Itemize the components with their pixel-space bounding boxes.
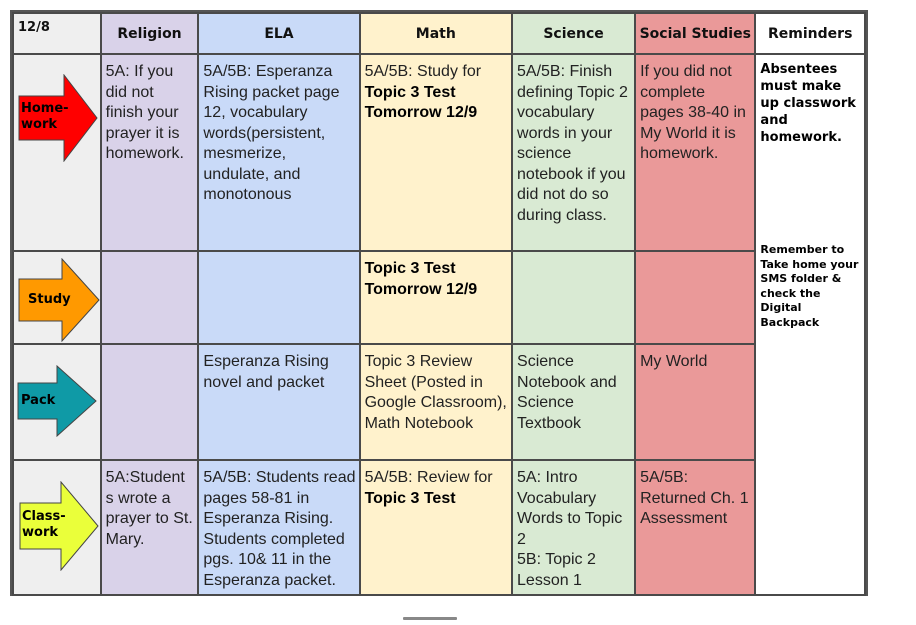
homework-math-pre: 5A/5B: Study for [364,63,486,80]
pack-science-cell [512,344,635,460]
classwork-label-cell [13,460,101,595]
study-religion-cell [101,251,199,344]
pack-math-text: Topic 3 Review Sheet (Posted in Google Classroom), Math Notebook [364,353,512,432]
classwork-science-cell [512,460,635,595]
study-math-text [361,252,511,300]
pack-social-cell [635,344,755,460]
homework-row [13,54,865,251]
homework-label-line1: Home- [21,101,69,116]
homework-ela-cell [198,54,359,251]
study-label: Study [28,292,71,307]
study-math-bold: Topic 3 Test Tomorrow 12/9 [364,260,478,298]
classwork-social-text: 5A/5B: Returned Ch. 1 Assessment [640,469,753,527]
pack-social-text: My World [640,353,708,370]
reminders-header: Reminders [755,13,865,54]
pack-label-cell [13,344,101,460]
reminders-content [756,55,864,330]
homework-label-line2: work [21,117,57,132]
classwork-label-line2: work [22,525,58,540]
homework-math-bold: Topic 3 Test Tomorrow 12/9 [364,83,478,121]
pack-row [13,344,865,460]
classwork-social-cell [635,460,755,595]
homework-social-text: If you did not complete pages 38-40 in My World it is homework. [640,63,751,162]
classwork-science-line1: 5A: Intro Vocabulary Words to Topic 2 [517,469,627,548]
religion-header: Religion [101,13,199,54]
classwork-religion-text: 5A:Student s wrote a prayer to St. Mary. [105,469,198,548]
study-label-cell [13,251,101,344]
classwork-label-line1: Class- [22,509,66,524]
schedule-sheet [10,10,868,596]
homework-math-text [361,55,511,124]
remember-note: Remember to Take home your SMS folder & check the Digital Backpack [760,243,859,329]
horizontal-scrollbar[interactable] [403,617,457,620]
homework-arrow-icon [18,74,98,162]
homework-religion-cell [101,54,199,251]
study-science-cell [512,251,635,344]
pack-religion-cell [101,344,199,460]
classwork-math-pre: 5A/5B: Review for [364,469,498,486]
classwork-math-bold: Topic 3 Test [364,489,456,507]
social-studies-header: Social Studies [635,13,755,54]
classwork-ela-cell [198,460,359,595]
study-ela-cell [198,251,359,344]
pack-science-text: Science Notebook and Science Textbook [517,353,622,432]
classwork-religion-cell [101,460,199,595]
homework-math-cell [360,54,512,251]
pack-label: Pack [21,393,56,408]
classwork-ela-text: 5A/5B: Students read pages 58-81 in Esperanza Rising. Students completed pgs. 10& 11 in the Esperanza packet. [203,469,360,589]
homework-religion-text: 5A: If you did not finish your prayer it is homework. [105,63,184,162]
homework-table [12,12,866,596]
homework-social-cell [635,54,755,251]
date-header: 12/8 [13,13,101,54]
study-row [13,251,865,344]
homework-science-cell [512,54,635,251]
pack-arrow-icon [17,365,97,437]
study-social-cell [635,251,755,344]
science-header: Science [512,13,635,54]
pack-math-cell [360,344,512,460]
homework-label-cell [13,54,101,251]
classwork-science-line2: 5B: Topic 2 Lesson 1 [517,551,601,589]
classwork-math-cell [360,460,512,595]
math-header: Math [360,13,512,54]
study-math-cell [360,251,512,344]
classwork-math-text [361,461,511,509]
reminders-cell [755,54,865,595]
pack-ela-text: Esperanza Rising novel and packet [203,353,334,391]
homework-ela-text: 5A/5B: Esperanza Rising packet page 12, vocabulary words(persistent, mesmerize, undulate, and monotonous [203,63,344,203]
homework-science-text: 5A/5B: Finish defining Topic 2 vocabulary words in your science notebook if you did not do so during class. [517,63,633,224]
classwork-science-text [513,461,634,591]
study-arrow-icon [18,258,100,342]
classwork-arrow-icon [19,481,99,571]
header-row [13,13,865,54]
ela-header: ELA [198,13,359,54]
pack-ela-cell [198,344,359,460]
classwork-row [13,460,865,595]
absentees-note: Absentees must make up classwork and homework. [760,62,856,145]
